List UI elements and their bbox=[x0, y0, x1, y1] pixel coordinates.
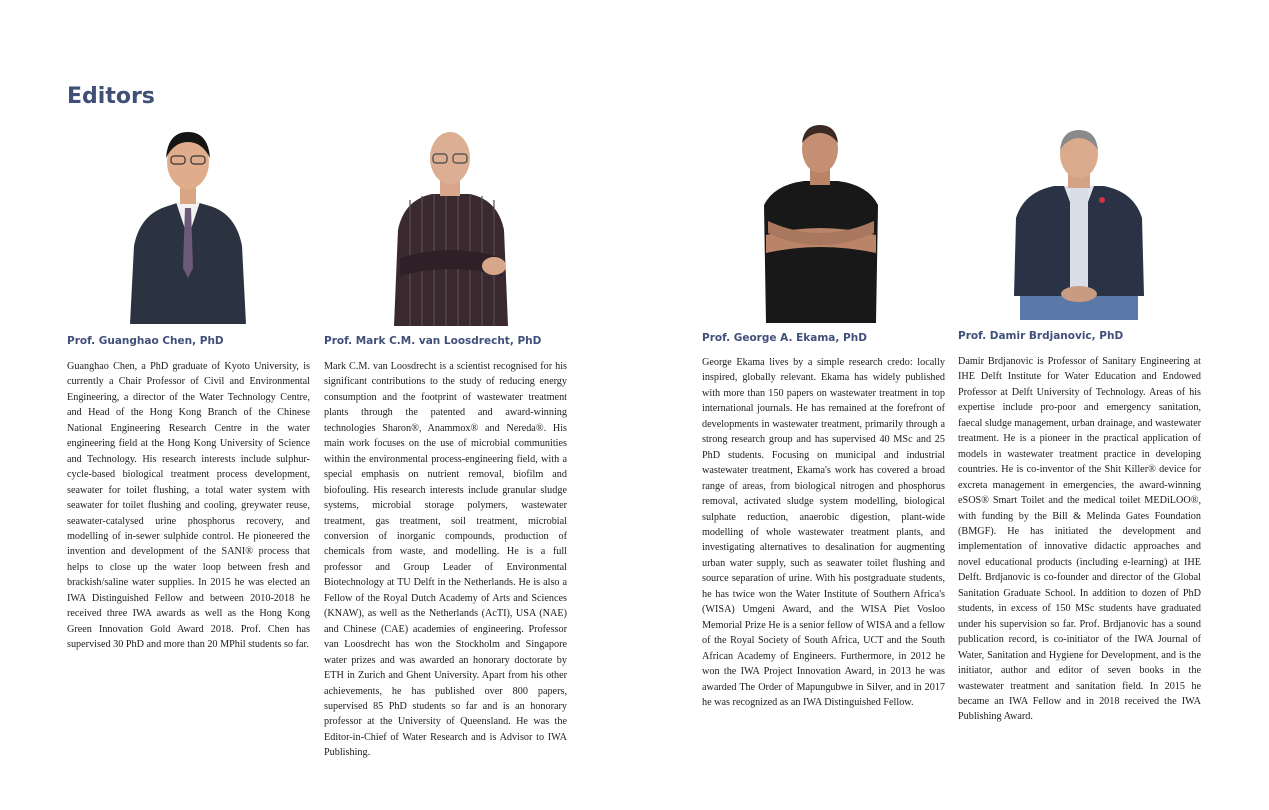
editor-name: Prof. George A. Ekama, PhD bbox=[702, 332, 867, 344]
editor-name: Prof. Guanghao Chen, PhD bbox=[67, 335, 224, 347]
person-photo-icon bbox=[760, 125, 882, 323]
editor-bio: George Ekama lives by a simple research credo: locally inspired, globally relevant. Ekama has widely published with more than 150 papers on wastewater treatment in top international journals. He has remained at the forefront of developments in wastewater treatment, primarily through a strong research group and has supervised 40 MSc and 25 PhD students. Focusing on municipal and industrial wastewater treatment, Ekama's work has covered a broad range of areas, from biological nitrogen and phosphorus removal, activated sludge system modelling, biological sulphate reduction, anaerobic digestion, plant-wide modelling of whole wastewater treatment plants, and investigating alternatives to desalination for augmenting urban water supply, such as seawater toilet flushing and source separation of urine. With his postgraduate students, he has twice won the Water Institute of Southern Africa's (WISA) Umgeni Award, and the WISA Piet Vosloo Memorial Prize He is a senior fellow of WISA and a fellow of the Royal Society of South Africa, UCT and the South African Academy of Engineers. Furthermore, in 2012 he won the IWA Project Innovation Award, in 2013 he was awarded The Order of Mapungubwe in Silver, and in 2017 he was recognized as an IWA Distinguished Fellow. bbox=[702, 357, 945, 708]
person-photo-icon bbox=[1010, 126, 1148, 320]
editor-bio: Mark C.M. van Loosdrecht is a scientist recognised for his significant contributions to the study of reducing energy consumption and the footprint of wastewater treatment plants through the patented and award-winning technologies Sharon®, Anammox® and Nereda®. His main work focuses on the use of microbial communities within the environmental process-engineering field, with a special emphasis on nutrient removal, biofilm and biofouling. His research interests include granular sludge systems, microbial storage polymers, wastewater treatment, gas treatment, soil treatment, microbial conversion of inorganic compounds, production of chemicals from waste, and modelling. He is a full professor and Group Leader of Environmental Biotechnology at TU Delft in the Netherlands. He is also a Fellow of the Royal Dutch Academy of Arts and Sciences (KNAW), as well as the Netherlands (AcTI), USA (NAE) and Chinese (CAE) academies of engineering. Professor van Loosdrecht has won the Stockholm and Singapore water prizes and was awarded an honorary doctorate by ETH in Zurich and Ghent University. Apart from his other achievements, he has published over 800 papers, supervised 85 PhD students so far and is an honorary professor at the University of Queensland. He was the Editor-in-Chief of Water Research and is Advisor to IWA Publishing. bbox=[324, 361, 567, 759]
page-title: Editors bbox=[67, 84, 155, 109]
editor-name: Prof. Damir Brdjanovic, PhD bbox=[958, 330, 1124, 342]
editor-bio: Damir Brdjanovic is Professor of Sanitary Engineering at IHE Delft Institute for Water Education and Endowed Professor at Delft University of Technology. Areas of his expertise include pro-poor and emergency sanitation, faecal sludge management, urban drainage, and wastewater treatment. He is a pioneer in the practical application of models in wastewater treatment practice in developing countries. He is co-inventor of the Shit Killer® device for excreta management in emergencies, the award-winning eSOS® Smart Toilet and the medical toilet MEDiLOO®, with funding by the Bill & Melinda Gates Foundation (BMGF). He has initiated the development and implementation of innovative didactic approaches and novel educational products (including e-learning) at IHE Delft. Brdjanovic is co-founder and director of the Global Sanitation Graduate School. In addition to dozen of PhD students, in excess of 150 MSc students have graduated under his supervision so far. Prof. Brdjanovic has a sound publication record, is co-initiator of the IWA Journal of Water, Sanitation and Hygiene for Development, and is the initiator, author and editor of seven books in the wastewater treatment and sanitation field. In 2015 he became an IWA Fellow and in 2018 received the IWA Publishing Award. bbox=[958, 356, 1201, 723]
editor-bio: Guanghao Chen, a PhD graduate of Kyoto University, is currently a Chair Professor of Civil and Environmental Engineering, a director of the Water Technology Centre, and Head of the Hong Kong Branch of the Chinese National Engineering Research Centre in the water engineering field at the Hong Kong University of Science and Technology. His research interests include sulphur-cycle-based biological treatment process development, seawater for toilet flushing, a total water system with seawater for toilet flushing and cooling, greywater reuse, seawater-catalysed urine phosphorus recovery, and modelling of in-sewer sulphide control. He pioneered the invention and development of the SANI® process that helps to close up the water loop between fresh and brackish/saline water supplies. In 2015 he was elected an IWA Distinguished Fellow and between 2010-2018 he received three IWA awards as well as the Hong Kong Green Innovation Gold Award 2018. Prof. Chen has supervised 30 PhD and more than 20 MPhil students so far. bbox=[67, 361, 310, 651]
person-photo-icon bbox=[128, 128, 248, 324]
person-photo-icon bbox=[390, 130, 512, 326]
editor-name: Prof. Mark C.M. van Loosdrecht, PhD bbox=[324, 335, 542, 347]
